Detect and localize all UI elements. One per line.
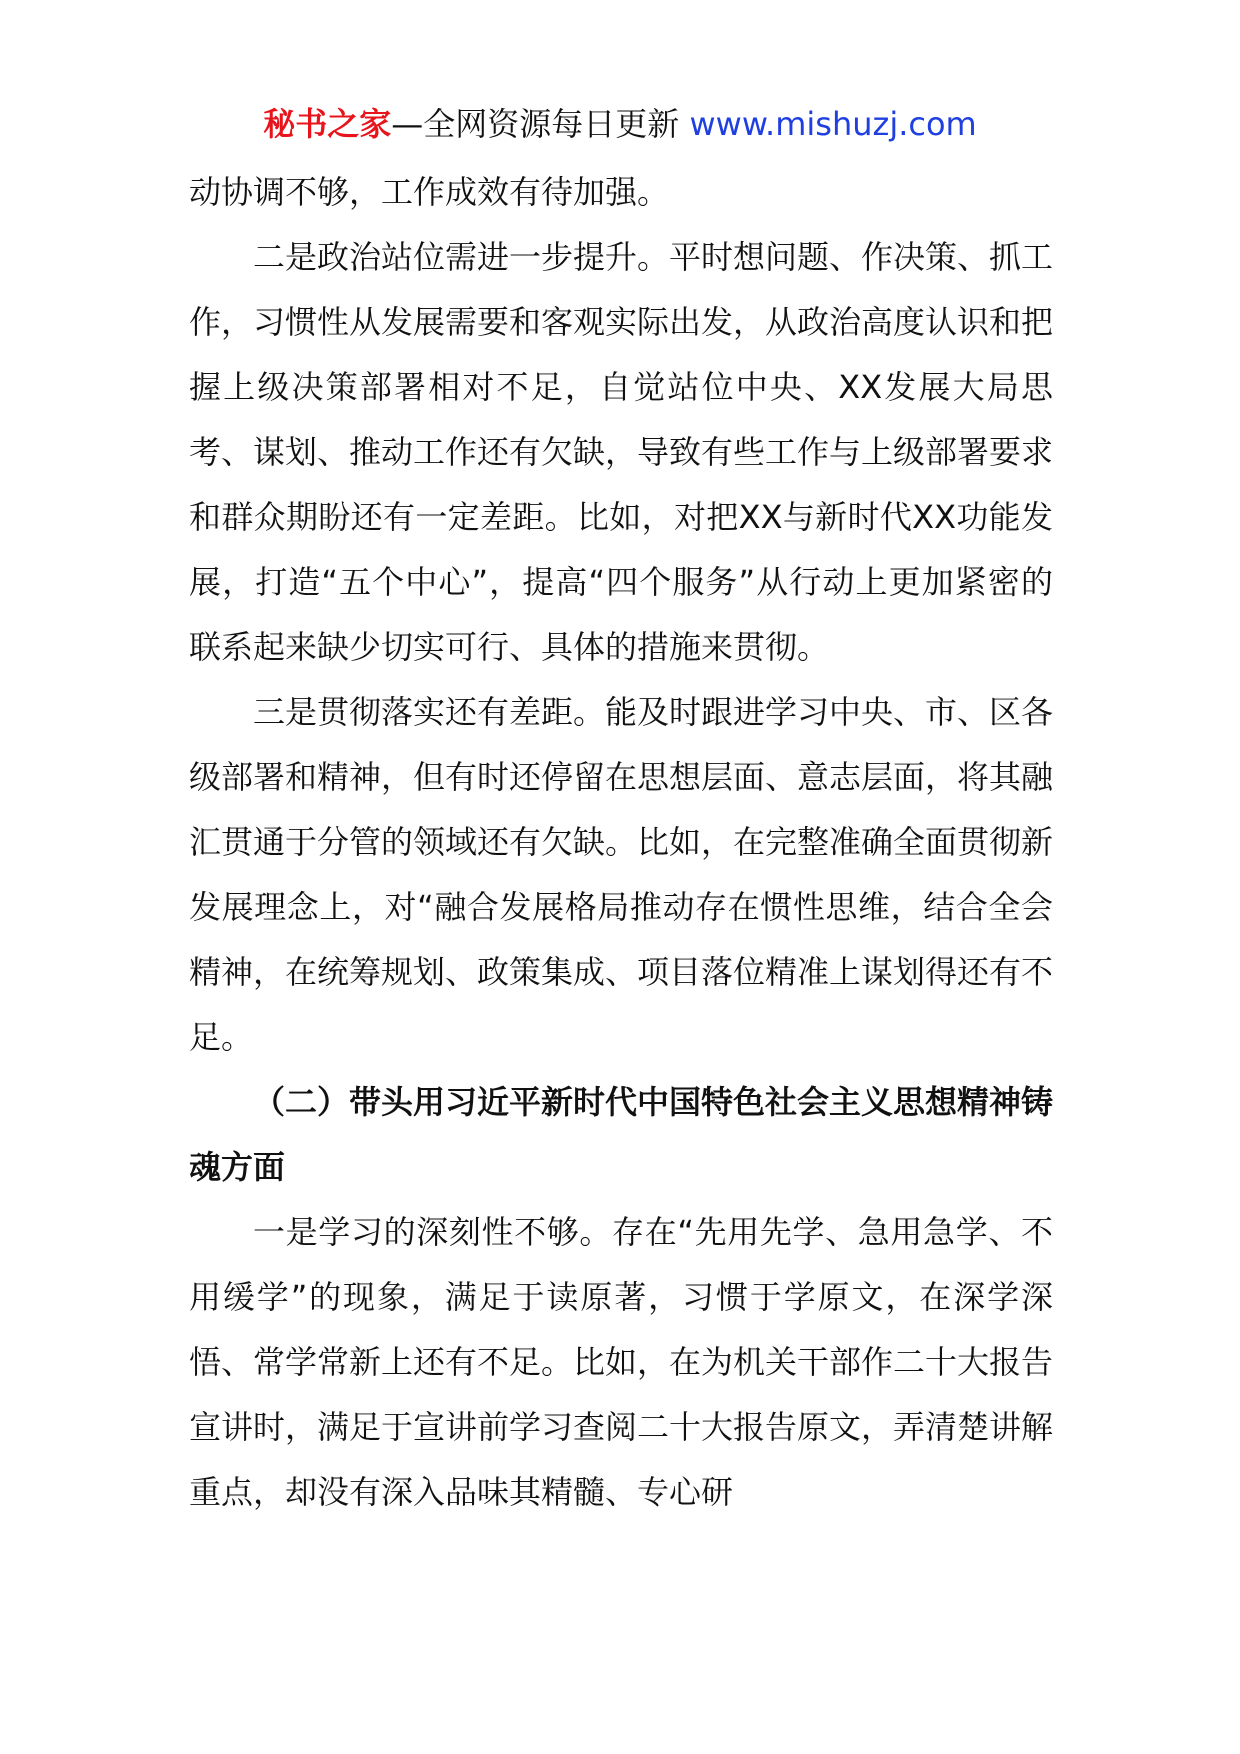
section-heading: （二）带头用习近平新时代中国特色社会主义思想精神铸魂方面 xyxy=(189,1083,1054,1186)
paragraph-political-stance: 二是政治站位需进一步提升。平时想问题、作决策、抓工作，习惯性从发展需要和客观实际出发，从政治高度认识和把握上级决策部署相对不足，自觉站位中央、XX发展大局思考、谋划、推动工作还有欠缺，导致有些工作与上级部署要求和群众期盼还有一定差距。比如，对把XX与新时代XX功能发展，打造“五个中心”，提高“四个服务”从行动上更加紧密的联系起来缺少切实可行、具体的措施来贯彻。 xyxy=(189,238,1054,666)
document-body xyxy=(189,160,1053,1525)
header-tagline: —全网资源每日更新 xyxy=(391,105,680,143)
paragraph-study-depth: 一是学习的深刻性不够。存在“先用先学、急用急学、不用缓学”的现象，满足于读原著，习惯于学原文，在深学深悟、常学常新上还有不足。比如，在为机关干部作二十大报告宣讲时，满足于宣讲前学习查阅二十大报告原文，弄清楚讲解重点，却没有深入品味其精髓、专心研 xyxy=(189,1213,1054,1511)
paragraph-implementation-gap: 三是贯彻落实还有差距。能及时跟进学习中央、市、区各级部署和精神，但有时还停留在思想层面、意志层面，将其融汇贯通于分管的领域还有欠缺。比如，在完整准确全面贯彻新发展理念上，对“融合发展格局推动存在惯性思维，结合全会精神，在统筹规划、政策集成、项目落位精准上谋划得还有不足。 xyxy=(189,693,1054,1056)
brand-name: 秘书之家 xyxy=(263,105,392,143)
website-url[interactable]: www.mishuzj.com xyxy=(689,105,977,143)
paragraph-continuation: 动协调不够，工作成效有待加强。 xyxy=(189,173,670,211)
page-header xyxy=(0,100,1240,148)
